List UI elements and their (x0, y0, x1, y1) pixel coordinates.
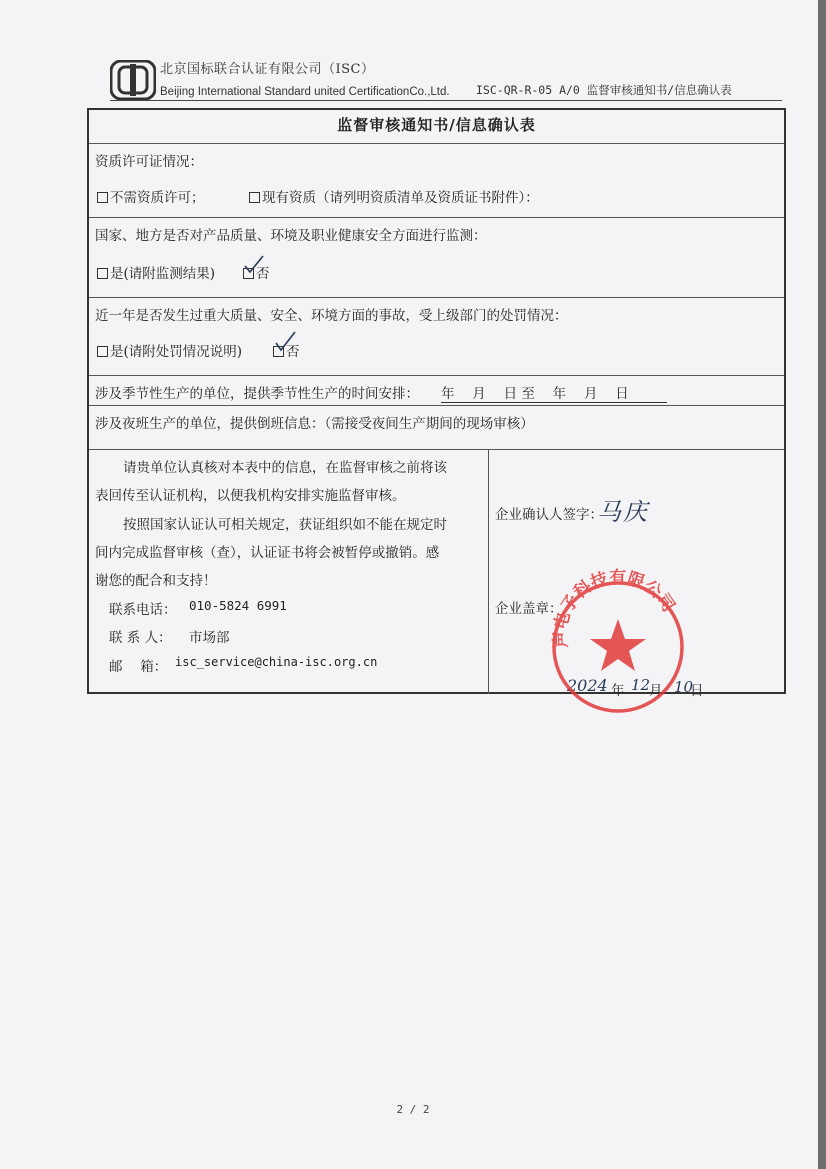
email-label: 邮 箱： (109, 659, 168, 675)
checkbox-icon[interactable] (97, 192, 108, 203)
seasonal-date-range[interactable]: 年 月 日 至 年 月 日 (441, 382, 667, 403)
checkbox-icon[interactable] (97, 346, 108, 357)
signature: 马庆 (597, 498, 649, 526)
notice-p1-line1: 请贵单位认真核对本表中的信息，在监督审核之前将该 (123, 460, 447, 476)
night-shift-label: 涉及夜班生产的单位，提供倒班信息：（需接受夜间生产期间的现场审核） (95, 416, 534, 432)
seasonal-label: 涉及季节性生产的单位，提供季节性生产的时间安排： (95, 386, 419, 402)
qualification-option-no-permit[interactable]: 不需资质许可； (97, 186, 205, 206)
seasonal-row (89, 376, 784, 406)
seal-label: 企业盖章： (495, 601, 563, 617)
qualification-option-existing[interactable]: 现有资质（请列明资质清单及资质证书附件）： (249, 186, 539, 206)
form-title: 监督审核通知书/信息确认表 (337, 116, 536, 134)
notice-p2-line1: 按照国家认证认可相关规定，获证组织如不能在规定时 (123, 517, 447, 533)
monitoring-option-no[interactable]: 否 (243, 262, 270, 282)
contact-value: 市场部 (189, 630, 230, 646)
accident-option-no[interactable]: 否 (273, 340, 300, 360)
notice-p2-line2: 间内完成监督审核（查），认证证书将会被暂停或撤销。感 (95, 545, 440, 561)
monitoring-row (89, 218, 784, 298)
accident-label: 近一年是否发生过重大质量、安全、环境方面的事故，受上级部门的处罚情况： (95, 308, 568, 324)
org-name-cn: 北京国标联合认证有限公司（ISC） (160, 62, 375, 77)
date-year-unit: 年 (611, 683, 625, 699)
form-title-row (89, 110, 784, 144)
date-day: 10 (674, 678, 694, 696)
signature-label: 企业确认人签字： (495, 507, 603, 523)
email-link[interactable]: isc_service@china-isc.org.cn (175, 655, 378, 669)
accident-row (89, 298, 784, 376)
qualification-row (89, 144, 784, 218)
checkbox-icon[interactable] (249, 192, 260, 203)
date-month-unit: 月 (649, 683, 663, 699)
phone-label: 联系电话： (109, 602, 177, 618)
header-divider (110, 100, 782, 101)
org-name-en: Beijing International Standard united CertificationCo.,Ltd. (160, 86, 450, 98)
checkmark-icon (273, 330, 297, 354)
notice-p2-line3: 谢您的配合和支持！ (95, 573, 217, 589)
seal-text: 声电子科技有限公司 (550, 567, 679, 649)
date-day-unit: 日 (690, 683, 704, 699)
monitoring-option-yes[interactable]: 是(请附监测结果) (97, 262, 215, 282)
monitoring-label: 国家、地方是否对产品质量、环境及职业健康安全方面进行监测： (95, 228, 487, 244)
qualification-label: 资质许可证情况： (95, 154, 203, 170)
checkmark-icon (243, 254, 265, 276)
checkbox-icon[interactable] (97, 268, 108, 279)
company-seal-icon (548, 567, 688, 717)
document-code: ISC-QR-R-05 A/0 监督审核通知书/信息确认表 (476, 83, 732, 97)
notice-p1-line2: 表回传至认证机构，以便我机构安排实施监督审核。 (95, 488, 406, 504)
phone-value: 010-5824 6991 (189, 598, 287, 613)
date-year: 2024 (567, 676, 608, 695)
contact-label: 联 系 人： (109, 630, 172, 646)
column-divider (488, 450, 489, 694)
date-month: 12 (631, 676, 651, 694)
accident-option-yes[interactable]: 是(请附处罚情况说明) (97, 340, 242, 360)
isc-logo-icon (110, 60, 156, 100)
night-shift-row (89, 406, 784, 450)
page-number: 2 / 2 (396, 1103, 430, 1116)
